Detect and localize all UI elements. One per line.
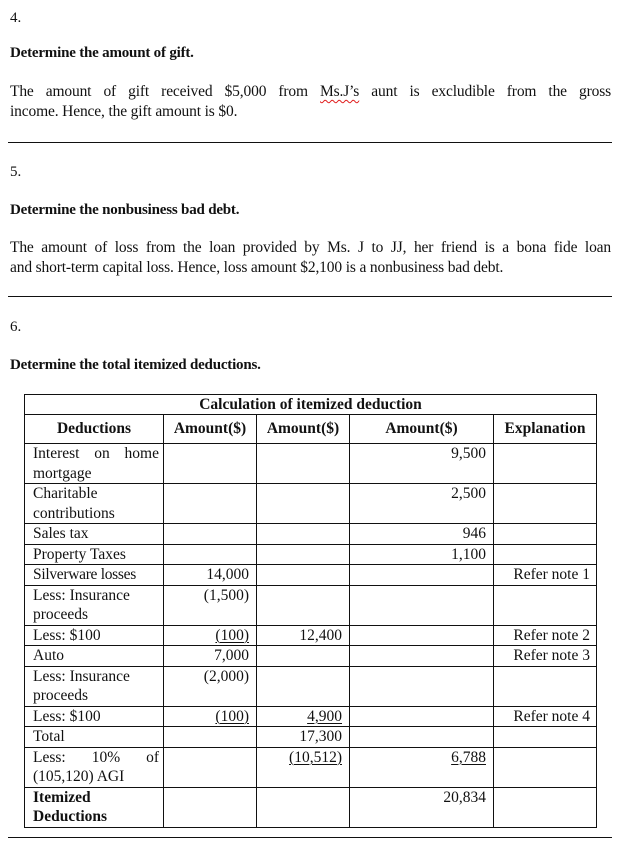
amount-col3: 20,834 xyxy=(350,787,494,827)
row-label: Less: 10% of (105,120) AGI xyxy=(25,747,164,787)
table-row xyxy=(25,625,597,646)
spellcheck-flagged-word: Ms.J’s xyxy=(320,83,360,100)
amount-col1 xyxy=(164,484,257,524)
itemized-deduction-table xyxy=(24,394,597,828)
explanation xyxy=(494,544,597,565)
amount-col1: (2,000) xyxy=(164,666,257,706)
section-heading-gift: Determine the amount of gift. xyxy=(10,45,194,61)
amount-col1 xyxy=(164,625,257,646)
section-number-4: 4. xyxy=(10,10,22,26)
section-divider xyxy=(8,142,612,143)
explanation xyxy=(494,666,597,706)
section-divider xyxy=(8,296,612,297)
amount-col3 xyxy=(350,666,494,706)
paragraph-line: The amount of gift received $5,000 from Ms.J’s aunt is excludible from the gross xyxy=(10,83,611,100)
amount-col1 xyxy=(164,524,257,545)
amount-col1 xyxy=(164,544,257,565)
amount-col2 xyxy=(257,565,350,586)
amount-col3 xyxy=(350,706,494,727)
amount-col2 xyxy=(257,585,350,625)
table-row xyxy=(25,544,597,565)
column-header-deductions: Deductions xyxy=(25,415,164,444)
amount-col1 xyxy=(164,727,257,748)
amount-col1: (1,500) xyxy=(164,585,257,625)
row-label: Total xyxy=(25,727,164,748)
section-heading-itemized: Determine the total itemized deductions. xyxy=(10,357,261,373)
row-label: Sales tax xyxy=(25,524,164,545)
underlined-amount: (100) xyxy=(215,626,249,644)
amount-col3 xyxy=(350,585,494,625)
amount-col2 xyxy=(257,484,350,524)
explanation xyxy=(494,747,597,787)
underlined-amount: 6,788 xyxy=(451,748,486,766)
table-row xyxy=(25,565,597,586)
table-header-row xyxy=(25,415,597,444)
amount-col2: 12,400 xyxy=(257,625,350,646)
explanation xyxy=(494,787,597,827)
explanation: Refer note 3 xyxy=(494,646,597,667)
underlined-amount: 4,900 xyxy=(307,707,342,725)
row-label: Itemized Deductions xyxy=(25,787,164,827)
explanation xyxy=(494,727,597,748)
explanation xyxy=(494,585,597,625)
amount-col2: 17,300 xyxy=(257,727,350,748)
amount-col3: 9,500 xyxy=(350,444,494,484)
amount-col2 xyxy=(257,747,350,787)
amount-col1 xyxy=(164,444,257,484)
explanation xyxy=(494,444,597,484)
explanation xyxy=(494,484,597,524)
amount-col2 xyxy=(257,524,350,545)
section-divider xyxy=(8,837,612,838)
explanation: Refer note 1 xyxy=(494,565,597,586)
row-label: Silverware losses xyxy=(25,565,164,586)
table-title: Calculation of itemized deduction xyxy=(25,395,597,415)
amount-col3 xyxy=(350,646,494,667)
table-row xyxy=(25,747,597,787)
row-label: Interest on home mortgage xyxy=(25,444,164,484)
amount-col1: 7,000 xyxy=(164,646,257,667)
row-label: Charitable contributions xyxy=(25,484,164,524)
column-header-amount-1: Amount($) xyxy=(164,415,257,444)
section-paragraph-gift xyxy=(10,82,611,121)
table-row xyxy=(25,666,597,706)
amount-col3: 2,500 xyxy=(350,484,494,524)
table-row xyxy=(25,585,597,625)
table-row xyxy=(25,706,597,727)
column-header-explanation: Explanation xyxy=(494,415,597,444)
amount-col1 xyxy=(164,706,257,727)
underlined-amount: (10,512) xyxy=(289,748,342,766)
amount-col1: 14,000 xyxy=(164,565,257,586)
amount-col2 xyxy=(257,787,350,827)
amount-col2 xyxy=(257,706,350,727)
underlined-amount: (100) xyxy=(215,707,249,725)
amount-col2 xyxy=(257,666,350,706)
row-label: Less: Insurance proceeds xyxy=(25,585,164,625)
amount-col1 xyxy=(164,747,257,787)
table-row xyxy=(25,727,597,748)
amount-col3: 1,100 xyxy=(350,544,494,565)
section-number-5: 5. xyxy=(10,164,22,180)
explanation: Refer note 4 xyxy=(494,706,597,727)
row-label: Auto xyxy=(25,646,164,667)
table-row xyxy=(25,484,597,524)
section-number-6: 6. xyxy=(10,319,22,335)
table-row xyxy=(25,444,597,484)
paragraph-line: income. Hence, the gift amount is $0. xyxy=(10,102,238,120)
amount-col3 xyxy=(350,565,494,586)
amount-col1 xyxy=(164,787,257,827)
section-paragraph-bad-debt xyxy=(10,238,611,277)
row-label: Less: $100 xyxy=(25,625,164,646)
amount-col2 xyxy=(257,646,350,667)
paragraph-line: and short-term capital loss. Hence, loss amount $2,100 is a nonbusiness bad debt. xyxy=(10,258,504,276)
explanation xyxy=(494,524,597,545)
table-row xyxy=(25,524,597,545)
row-label: Less: Insurance proceeds xyxy=(25,666,164,706)
table-row xyxy=(25,646,597,667)
amount-col2 xyxy=(257,544,350,565)
section-heading-bad-debt: Determine the nonbusiness bad debt. xyxy=(10,202,240,218)
amount-col3 xyxy=(350,747,494,787)
row-label: Property Taxes xyxy=(25,544,164,565)
paragraph-line: The amount of loss from the loan provided by Ms. J to JJ, her friend is a bona fide loan xyxy=(10,239,611,256)
row-label: Less: $100 xyxy=(25,706,164,727)
table-row-total xyxy=(25,787,597,827)
amount-col3 xyxy=(350,727,494,748)
amount-col3: 946 xyxy=(350,524,494,545)
column-header-amount-3: Amount($) xyxy=(350,415,494,444)
explanation: Refer note 2 xyxy=(494,625,597,646)
amount-col3 xyxy=(350,625,494,646)
column-header-amount-2: Amount($) xyxy=(257,415,350,444)
amount-col2 xyxy=(257,444,350,484)
